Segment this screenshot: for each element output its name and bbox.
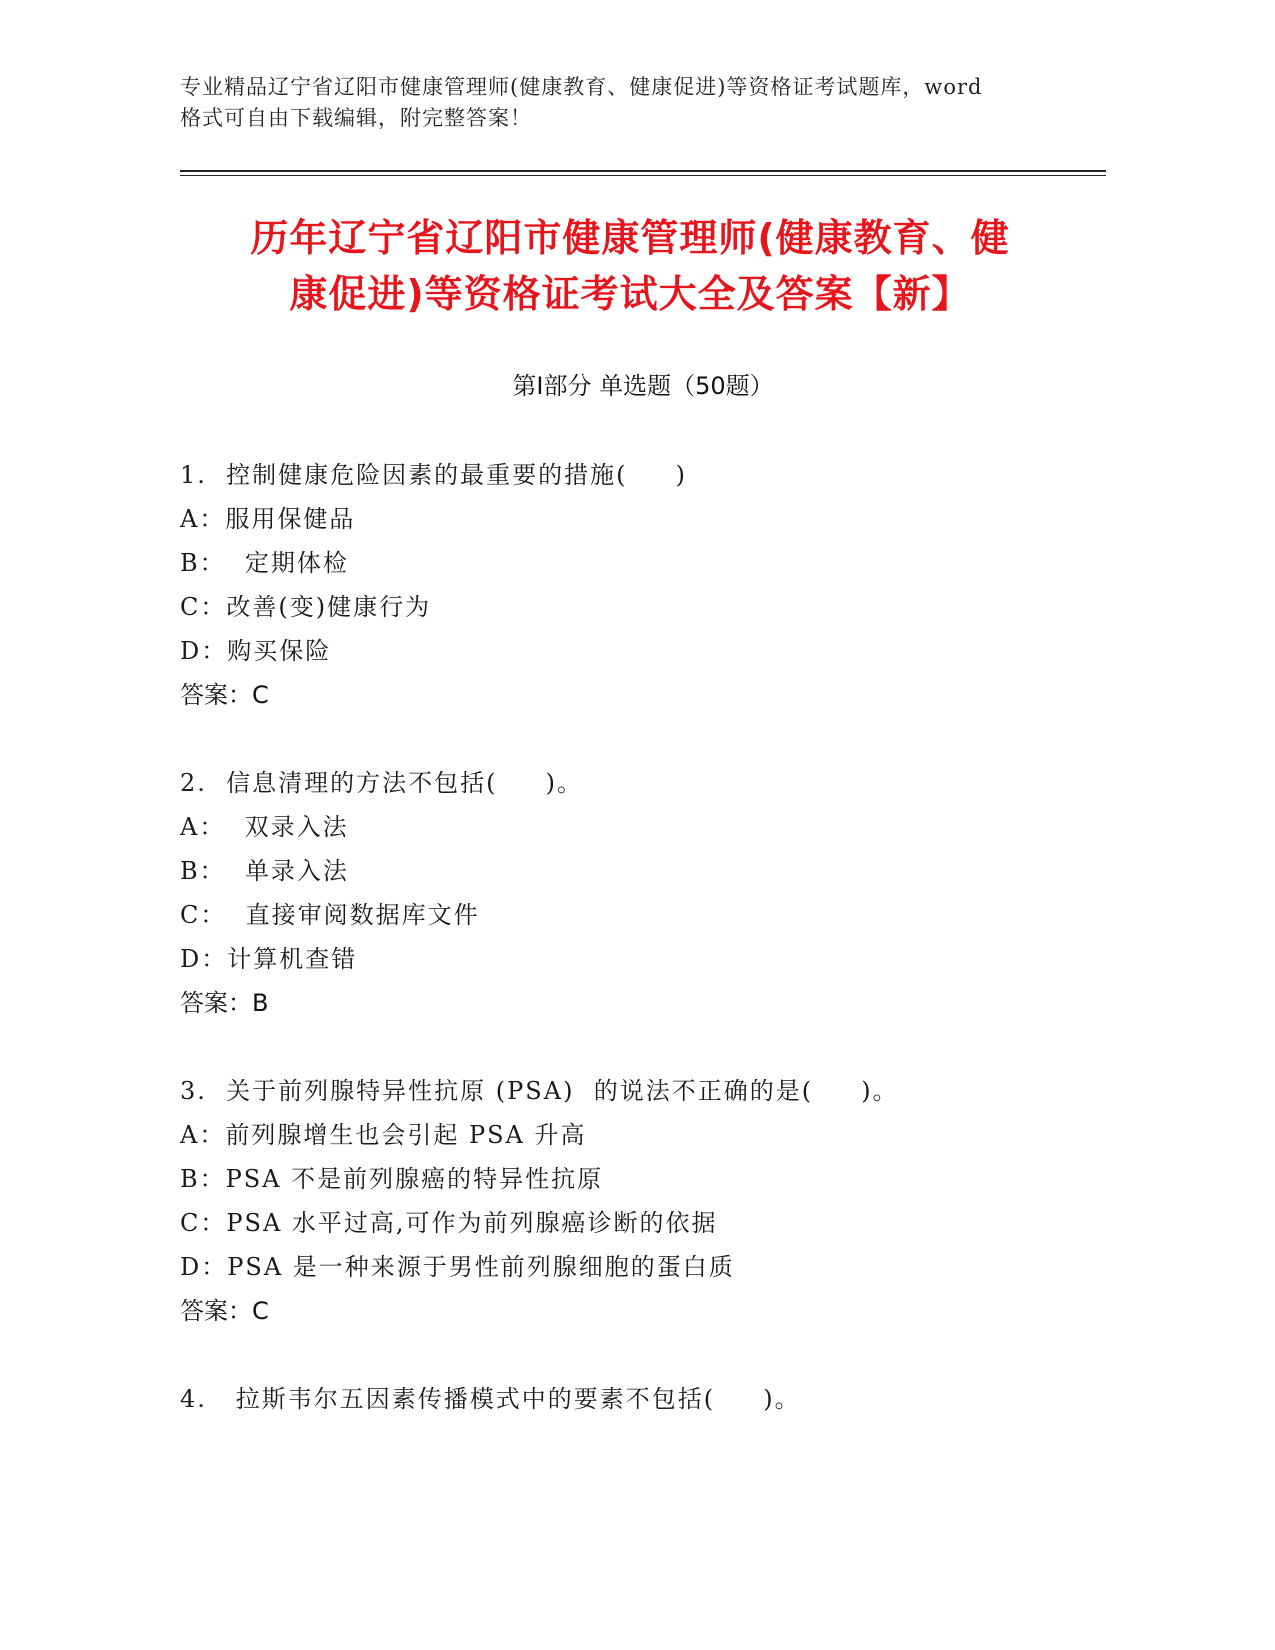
question-stem: 1. 控制健康危险因素的最重要的措施( ) [180, 461, 688, 489]
header-note-line-2: 格式可自由下载编辑，附完整答案！ [180, 106, 532, 130]
answer-line: 答案：B [180, 989, 269, 1017]
option-b: B： 单录入法 [180, 857, 349, 885]
option-b: B： 定期体检 [180, 549, 349, 577]
question-3 [180, 1069, 1106, 1333]
option-d: D：计算机查错 [180, 945, 358, 973]
question-2 [180, 761, 1106, 1025]
header-divider-thin [180, 175, 1106, 176]
question-4 [180, 1377, 1106, 1421]
option-b: B：PSA 不是前列腺癌的特异性抗原 [180, 1165, 604, 1193]
question-list [180, 453, 1106, 1465]
question-stem: 4. 拉斯韦尔五因素传播模式中的要素不包括( )。 [180, 1385, 801, 1413]
option-d: D：购买保险 [180, 637, 332, 665]
option-a: A：前列腺增生也会引起 PSA 升高 [180, 1121, 587, 1149]
answer-line: 答案：C [180, 681, 269, 709]
option-c: C： 直接审阅数据库文件 [180, 901, 480, 929]
question-1 [180, 453, 1106, 717]
header-divider-thick [180, 170, 1106, 172]
section-heading: 第Ⅰ部分 单选题（50题） [512, 372, 774, 400]
option-a: A：服用保健品 [180, 505, 356, 533]
header-note-line-1: 专业精品辽宁省辽阳市健康管理师(健康教育、健康促进)等资格证考试题库，word [180, 75, 983, 99]
document-title-line-1: 历年辽宁省辽阳市健康管理师(健康教育、健 [250, 216, 1010, 260]
answer-line: 答案：C [180, 1297, 269, 1325]
document-title [180, 210, 1080, 322]
document-title-line-2: 康促进)等资格证考试大全及答案【新】 [289, 272, 971, 316]
option-c: C：PSA 水平过高,可作为前列腺癌诊断的依据 [180, 1209, 718, 1237]
question-stem: 2. 信息清理的方法不包括( )。 [180, 769, 584, 797]
option-c: C：改善(变)健康行为 [180, 593, 432, 621]
option-d: D：PSA 是一种来源于男性前列腺细胞的蛋白质 [180, 1253, 735, 1281]
question-stem: 3. 关于前列腺特异性抗原 (PSA) 的说法不正确的是( )。 [180, 1077, 899, 1105]
option-a: A： 双录入法 [180, 813, 349, 841]
header-note [180, 72, 1060, 134]
